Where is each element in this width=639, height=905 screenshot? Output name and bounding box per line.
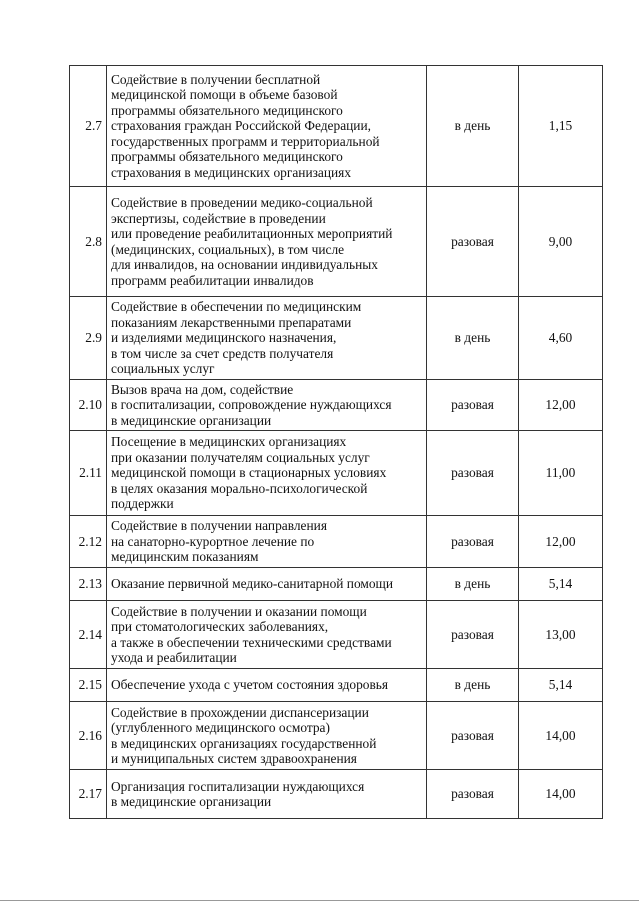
service-description — [107, 669, 427, 702]
service-frequency: разовая — [427, 379, 519, 431]
row-number: 2.9 — [70, 297, 107, 380]
row-number: 2.17 — [70, 770, 107, 819]
description-line: Посещение в медицинских организациях — [111, 434, 347, 450]
table-row — [70, 66, 603, 187]
description-line: Содействие в получении и оказании помощи — [111, 603, 367, 619]
description-line: Обеспечение ухода с учетом состояния здоровья — [111, 677, 389, 693]
table-body — [70, 66, 603, 819]
description-line: страхования в медицинских организациях — [111, 164, 352, 180]
description-line: и изделиями медицинского назначения, — [111, 330, 337, 345]
service-description — [107, 297, 427, 380]
service-frequency: разовая — [427, 770, 519, 819]
service-rate: 5,14 — [519, 568, 603, 601]
description-line: на санаторно-курортное лечение по — [111, 533, 315, 549]
table-row — [70, 431, 603, 516]
table-row — [70, 516, 603, 568]
table-row — [70, 568, 603, 601]
service-rate: 14,00 — [519, 770, 603, 819]
service-rate: 11,00 — [519, 431, 603, 516]
description-line: страхования граждан Российской Федерации, — [111, 118, 371, 134]
table-row — [70, 379, 603, 431]
description-line: и муниципальных систем здравоохранения — [111, 751, 357, 766]
service-rate: 1,15 — [519, 66, 603, 187]
description-line: (углубленного медицинского осмотра) — [111, 720, 330, 735]
row-number: 2.16 — [70, 702, 107, 770]
service-frequency: разовая — [427, 516, 519, 568]
description-line: для инвалидов, на основании индивидуальных — [111, 257, 378, 272]
description-line: программы обязательного медицинского — [111, 149, 343, 165]
description-line: (медицинских, социальных), в том числе — [111, 241, 345, 257]
description-line: при оказании получателям социальных услуг — [111, 449, 370, 465]
row-number: 2.13 — [70, 568, 107, 601]
description-line: Содействие в обеспечении по медицинским — [111, 299, 362, 314]
service-description — [107, 601, 427, 669]
service-rate: 12,00 — [519, 516, 603, 568]
description-line: программы обязательного медицинского — [111, 102, 343, 118]
services-table — [69, 65, 603, 819]
description-line: Содействие в прохождении диспансеризации — [111, 704, 369, 720]
description-line: государственных программ и территориальной — [111, 133, 380, 149]
table-row — [70, 601, 603, 669]
table-row — [70, 187, 603, 297]
description-line: медицинской помощи в объеме базовой — [111, 87, 338, 103]
service-description — [107, 379, 427, 431]
service-rate: 12,00 — [519, 379, 603, 431]
page-bottom-rule — [0, 900, 639, 901]
service-description — [107, 568, 427, 601]
description-line: в медицинские организации — [111, 794, 272, 809]
service-frequency: в день — [427, 669, 519, 702]
service-rate: 9,00 — [519, 187, 603, 297]
service-frequency: разовая — [427, 431, 519, 516]
description-line: поддержки — [111, 496, 174, 512]
table-row — [70, 669, 603, 702]
row-number: 2.7 — [70, 66, 107, 187]
description-line: социальных услуг — [111, 361, 215, 376]
description-line: медицинским показаниям — [111, 549, 259, 565]
description-line: а также в обеспечении техническими средствами — [111, 634, 392, 650]
service-rate: 13,00 — [519, 601, 603, 669]
service-frequency: разовая — [427, 702, 519, 770]
description-line: или проведение реабилитационных мероприятий — [111, 226, 393, 241]
description-line: Содействие в получении бесплатной — [111, 71, 321, 87]
service-rate: 5,14 — [519, 669, 603, 702]
row-number: 2.14 — [70, 601, 107, 669]
row-number: 2.10 — [70, 379, 107, 431]
description-line: в госпитализации, сопровождение нуждающихся — [111, 397, 392, 412]
service-frequency: разовая — [427, 187, 519, 297]
service-description — [107, 187, 427, 297]
description-line: Организация госпитализации нуждающихся — [111, 778, 365, 794]
service-frequency: в день — [427, 568, 519, 601]
description-line: медицинской помощи в стационарных условиях — [111, 465, 387, 481]
row-number: 2.12 — [70, 516, 107, 568]
description-line: при стоматологических заболеваниях, — [111, 619, 329, 634]
service-rate: 4,60 — [519, 297, 603, 380]
description-line: Оказание первичной медико-санитарной помощи — [111, 576, 394, 592]
service-description — [107, 770, 427, 819]
description-line: экспертизы, содействие в проведении — [111, 210, 326, 226]
description-line: показаниям лекарственными препаратами — [111, 314, 352, 330]
table-row — [70, 702, 603, 770]
description-line: в медицинские организации — [111, 412, 272, 428]
service-frequency: в день — [427, 297, 519, 380]
description-line: Содействие в получении направления — [111, 518, 327, 534]
row-number: 2.11 — [70, 431, 107, 516]
description-line: в целях оказания морально-психологической — [111, 480, 368, 496]
description-line: Вызов врача на дом, содействие — [111, 381, 294, 397]
service-frequency: в день — [427, 66, 519, 187]
description-line: программ реабилитации инвалидов — [111, 272, 314, 288]
service-frequency: разовая — [427, 601, 519, 669]
service-description — [107, 702, 427, 770]
table-row — [70, 297, 603, 380]
row-number: 2.8 — [70, 187, 107, 297]
row-number: 2.15 — [70, 669, 107, 702]
description-line: в медицинских организациях государственной — [111, 735, 377, 751]
service-description — [107, 516, 427, 568]
service-description — [107, 66, 427, 187]
description-line: ухода и реабилитации — [111, 650, 237, 665]
description-line: Содействие в проведении медико-социальной — [111, 195, 373, 210]
description-line: в том числе за счет средств получателя — [111, 345, 334, 361]
table-row — [70, 770, 603, 819]
service-description — [107, 431, 427, 516]
service-rate: 14,00 — [519, 702, 603, 770]
